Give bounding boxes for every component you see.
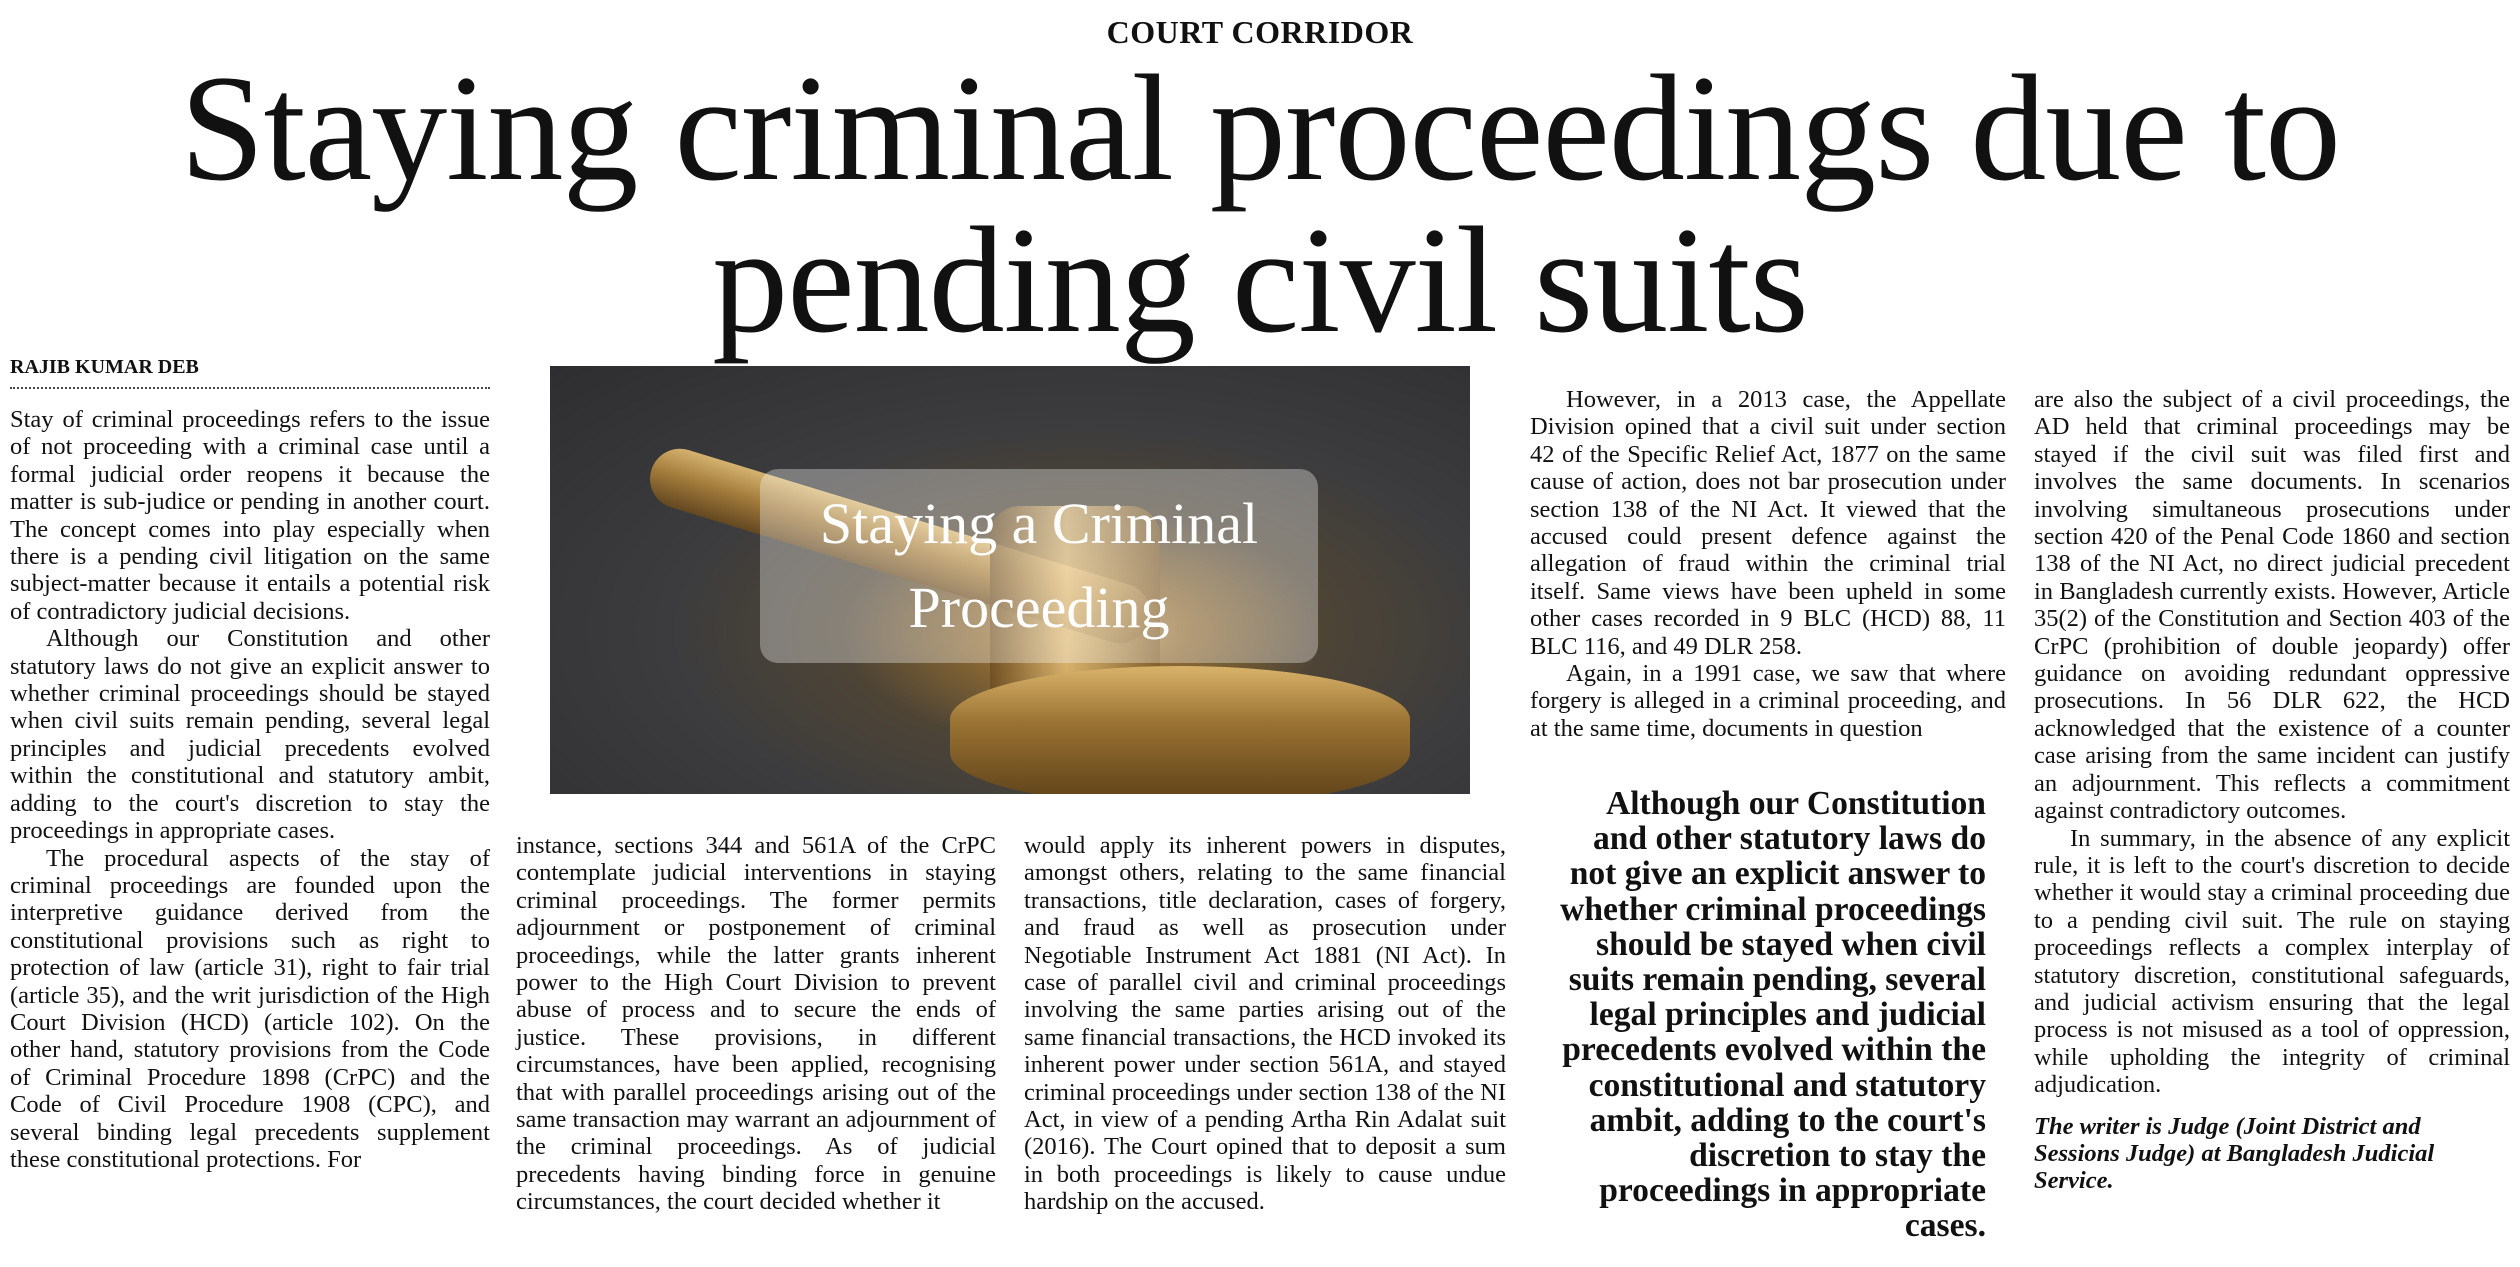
byline: RAJIB KUMAR DEB: [10, 356, 490, 389]
column-2: [516, 832, 996, 1216]
column-4: [1530, 386, 2006, 742]
writer-note: The writer is Judge (Joint District and Sessions Judge) at Bangladesh Judicial Service.: [2034, 1112, 2435, 1195]
column-1: [10, 406, 490, 1173]
pull-quote: Although our Constitution and other statutory laws do not give an explicit answer to whether criminal proceedings should be stayed when civil suits remain pending, several legal principles and judicial precedents evolved within the constitutional and statutory ambit, adding to the court's discretion to stay the proceedings in appropriate cases.: [1560, 785, 1986, 1245]
section-kicker: COURT CORRIDOR: [1106, 14, 1414, 50]
paragraph: The procedural aspects of the stay of criminal proceedings are founded upon the interpretive guidance derived from the constitutional provisions such as right to protection of law (article 31), right to fair trial (article 35), and the writ jurisdiction of the High Court Division (HCD) (article 102). On the other hand, statutory provisions from the Code of Criminal Procedure 1898 (CrPC) and the Code of Civil Procedure 1908 (CPC), and several binding legal precedents supplement these constitutional protections. For: [10, 844, 490, 1173]
paragraph: instance, sections 344 and 561A of the CrPC contemplate judicial interventions in staying criminal proceedings. The former permits adjournment or postponement of criminal proceedings, while the latter grants inherent power to the High Court Division to prevent abuse of process and to secure the ends of justice. These provisions, in different circumstances, have been applied, recognising that with parallel proceedings arising out of the same transaction may warrant an adjournment of the criminal proceedings. As of judicial precedents having binding force in genuine circumstances, the court decided whether it: [516, 832, 996, 1216]
sound-block: [950, 666, 1410, 794]
column-3: [1024, 832, 1506, 1216]
column-5: [2034, 386, 2510, 1195]
paragraph: Although our Constitution and other statutory laws do not give an explicit answer to whether criminal proceedings should be stayed when civil suits remain pending, several legal principles and judicial precedents evolved within the constitutional and statutory ambit, adding to the court's discretion to stay the proceedings in appropriate cases.: [10, 625, 490, 845]
paragraph: However, in a 2013 case, the Appellate Division opined that a civil suit under section 42 of the Specific Relief Act, 1877 on the same cause of action, does not bar prosecution under section 138 of the NI Act. It viewed that the accused could present defence against the allegation of fraud within the criminal trial itself. Same views have been upheld in some other cases recorded in 9 BLC (HCD) 88, 11 BLC 116, and 49 DLR 258.: [1530, 386, 2006, 660]
paragraph: would apply its inherent powers in disputes, amongst others, relating to the same financial transactions, title declaration, cases of forgery, and fraud as well as prosecution under Negotiable Instrument Act 1881 (NI Act). In case of parallel civil and criminal proceedings involving the same parties arising out of the same financial transactions, the HCD invoked its inherent power under section 561A, and stayed criminal proceedings under section 138 of the NI Act, in view of a pending Artha Rin Adalat suit (2016). The Court opined that to deposit a sum in both proceedings is likely to cause undue hardship on the accused.: [1024, 832, 1506, 1216]
headline: Staying criminal proceedings due to pending civil suits: [179, 44, 2341, 364]
paragraph: Stay of criminal proceedings refers to the issue of not proceeding with a criminal case until a formal judicial order reopens it because the matter is sub-judice or pending in another court. The concept comes into play especially when there is a pending civil litigation on the same subject-matter because it entails a potential risk of contradictory judicial decisions.: [10, 406, 490, 625]
photo-caption: Staying a Criminal Proceeding: [760, 469, 1318, 663]
paragraph: Again, in a 1991 case, we saw that where forgery is alleged in a criminal proceeding, and at the same time, documents in question: [1530, 660, 2006, 742]
paragraph: In summary, in the absence of any explicit rule, it is left to the court's discretion to decide whether it would stay a criminal proceeding due to a pending civil suit. The rule on staying proceedings reflects a complex interplay of statutory discretion, constitutional safeguards, and judicial activism ensuring that the legal process is not misused as a tool of oppression, while upholding the integrity of criminal adjudication.: [2034, 824, 2510, 1099]
gavel-photo: [550, 366, 1470, 794]
paragraph: are also the subject of a civil proceedings, the AD held that criminal proceedings may be stayed if the civil suit was filed first and involves the same documents. In scenarios involving simultaneous prosecutions under section 420 of the Penal Code 1860 and section 138 of the NI Act, no direct judicial precedent in Bangladesh currently exists. However, Article 35(2) of the Constitution and Section 403 of the CrPC (prohibition of double jeopardy) offer guidance on avoiding redundant oppressive prosecutions. In 56 DLR 622, the HCD acknowledged that the existence of a counter case arising from the same incident can justify an adjournment. This reflects a commitment against contradictory outcomes.: [2034, 386, 2510, 825]
